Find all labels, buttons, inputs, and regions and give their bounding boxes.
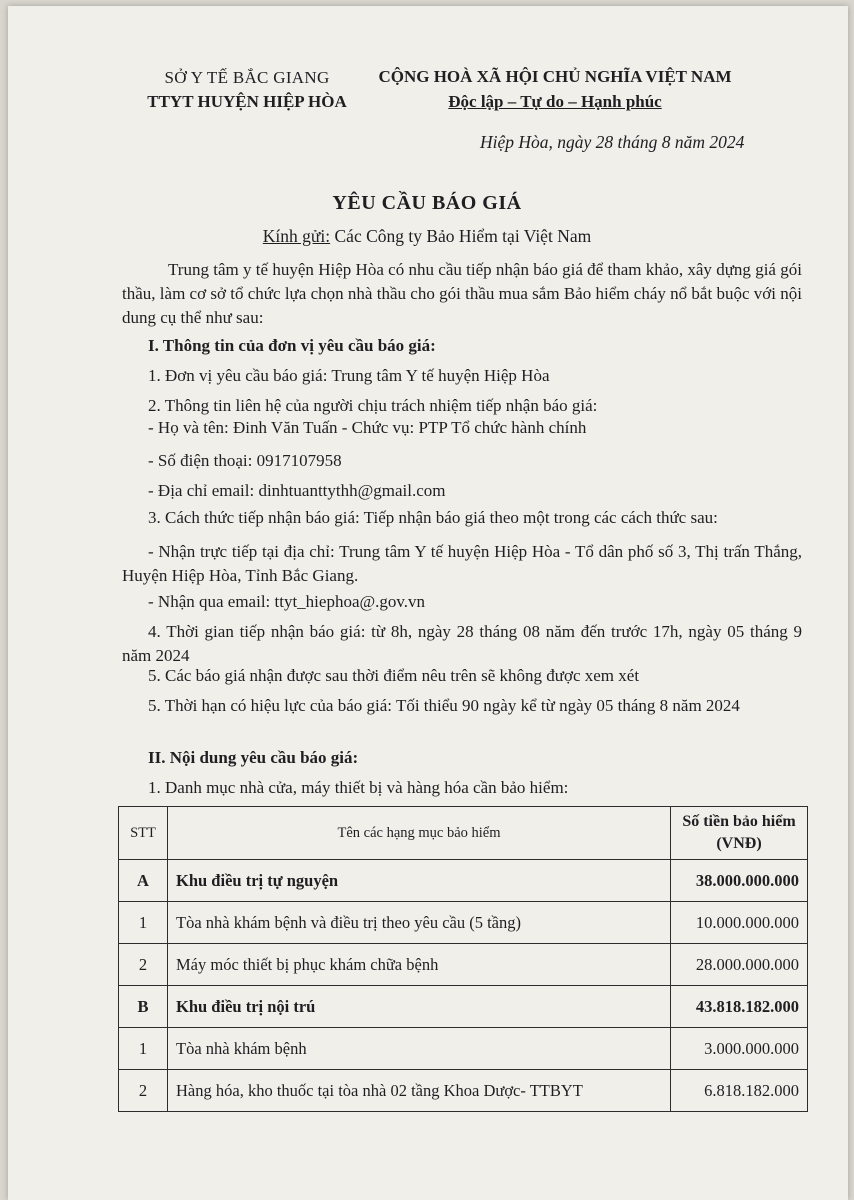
agency-line-2: TTYT HUYỆN HIỆP HÒA: [147, 92, 347, 111]
row-stt: 1: [119, 902, 168, 944]
receive-email: - Nhận qua email: ttyt_hiephoa@.gov.vn: [148, 592, 426, 611]
row-amount: 3.000.000.000: [671, 1028, 808, 1070]
motto-line-1: CỘNG HOÀ XÃ HỘI CHỦ NGHĨA VIỆT NAM: [378, 67, 732, 86]
s1-item-3: 3. Cách thức tiếp nhận báo giá: Tiếp nhận báo giá theo một trong các cách thức sau:: [148, 508, 718, 527]
col-name-header: Tên các hạng mục bảo hiểm: [168, 807, 671, 860]
insurance-items-table: [118, 806, 808, 1112]
contact-phone: - Số điện thoại: 0917107958: [148, 451, 342, 470]
row-amount: 6.818.182.000: [671, 1070, 808, 1112]
recipient-line: [0, 226, 854, 247]
s2-item-1: 1. Danh mục nhà cửa, máy thiết bị và hàng hóa cần bảo hiểm:: [148, 778, 569, 797]
document-title: YÊU CẦU BÁO GIÁ: [332, 192, 522, 214]
s1-item-5a: 5. Các báo giá nhận được sau thời điểm nêu trên sẽ không được xem xét: [148, 666, 640, 685]
table-row: [119, 944, 808, 986]
row-name: Máy móc thiết bị phục khám chữa bệnh: [168, 944, 671, 986]
s1-item-1: 1. Đơn vị yêu cầu báo giá: Trung tâm Y tế huyện Hiệp Hòa: [148, 366, 550, 385]
row-amount: 10.000.000.000: [671, 902, 808, 944]
table-row: [119, 1028, 808, 1070]
table-header-row: [119, 807, 808, 860]
col-amount-header: [671, 807, 808, 860]
contact-email: - Địa chỉ email: dinhtuanttythh@gmail.com: [148, 481, 446, 500]
row-name: Tòa nhà khám bệnh: [168, 1028, 671, 1070]
intro-paragraph: Trung tâm y tế huyện Hiệp Hòa có nhu cầu tiếp nhận báo giá để tham khảo, xây dựng giá gói thầu, làm cơ sở tổ chức lựa chọn nhà thầu cho gói thầu mua sắm Bảo hiểm cháy nổ bắt buộc với nội dung cụ thể như sau:: [122, 260, 802, 327]
row-stt: 2: [119, 1070, 168, 1112]
row-stt: A: [119, 860, 168, 902]
row-amount: 43.818.182.000: [671, 986, 808, 1028]
row-amount: 38.000.000.000: [671, 860, 808, 902]
agency-line-1: SỞ Y TẾ BẮC GIANG: [164, 68, 330, 87]
recipient-value: Các Công ty Bảo Hiểm tại Việt Nam: [330, 226, 592, 246]
row-name: Khu điều trị tự nguyện: [168, 860, 671, 902]
row-name: Hàng hóa, kho thuốc tại tòa nhà 02 tầng Khoa Dược- TTBYT: [168, 1070, 671, 1112]
table-row: [119, 860, 808, 902]
s1-item-4: 4. Thời gian tiếp nhận báo giá: từ 8h, ngày 28 tháng 08 năm đến trước 17h, ngày 05 tháng 9 năm 2024: [122, 622, 802, 665]
section-2-heading: II. Nội dung yêu cầu báo giá:: [148, 748, 359, 767]
contact-name: - Họ và tên: Đinh Văn Tuấn - Chức vụ: PTP Tổ chức hành chính: [148, 418, 587, 437]
row-name: Tòa nhà khám bệnh và điều trị theo yêu cầu (5 tầng): [168, 902, 671, 944]
table-row: [119, 1070, 808, 1112]
row-stt: 1: [119, 1028, 168, 1070]
row-amount: 28.000.000.000: [671, 944, 808, 986]
motto-line-2: Độc lập – Tự do – Hạnh phúc: [448, 92, 662, 111]
section-1-heading: I. Thông tin của đơn vị yêu cầu báo giá:: [148, 336, 436, 355]
issuing-agency: [132, 66, 362, 114]
col-stt-header: STT: [119, 807, 168, 860]
s1-item-2: 2. Thông tin liên hệ của người chịu trách nhiệm tiếp nhận báo giá:: [148, 396, 598, 415]
row-stt: 2: [119, 944, 168, 986]
amount-header-line-2: (VNĐ): [716, 835, 762, 852]
date-line: Hiệp Hòa, ngày 28 tháng 8 năm 2024: [480, 132, 745, 152]
table-row: [119, 986, 808, 1028]
amount-header-line-1: Số tiền bảo hiểm: [682, 813, 796, 830]
row-name: Khu điều trị nội trú: [168, 986, 671, 1028]
row-stt: B: [119, 986, 168, 1028]
direct-address: - Nhận trực tiếp tại địa chỉ: Trung tâm Y tế huyện Hiệp Hòa - Tổ dân phố số 3, Thị trấn Thắng, Huyện Hiệp Hòa, Tỉnh Bắc Giang.: [122, 542, 802, 585]
table-row: [119, 902, 808, 944]
national-motto: [366, 64, 744, 114]
s1-item-5b: 5. Thời hạn có hiệu lực của báo giá: Tối thiểu 90 ngày kể từ ngày 05 tháng 8 năm 2024: [148, 696, 740, 715]
recipient-label: Kính gửi:: [262, 226, 331, 246]
